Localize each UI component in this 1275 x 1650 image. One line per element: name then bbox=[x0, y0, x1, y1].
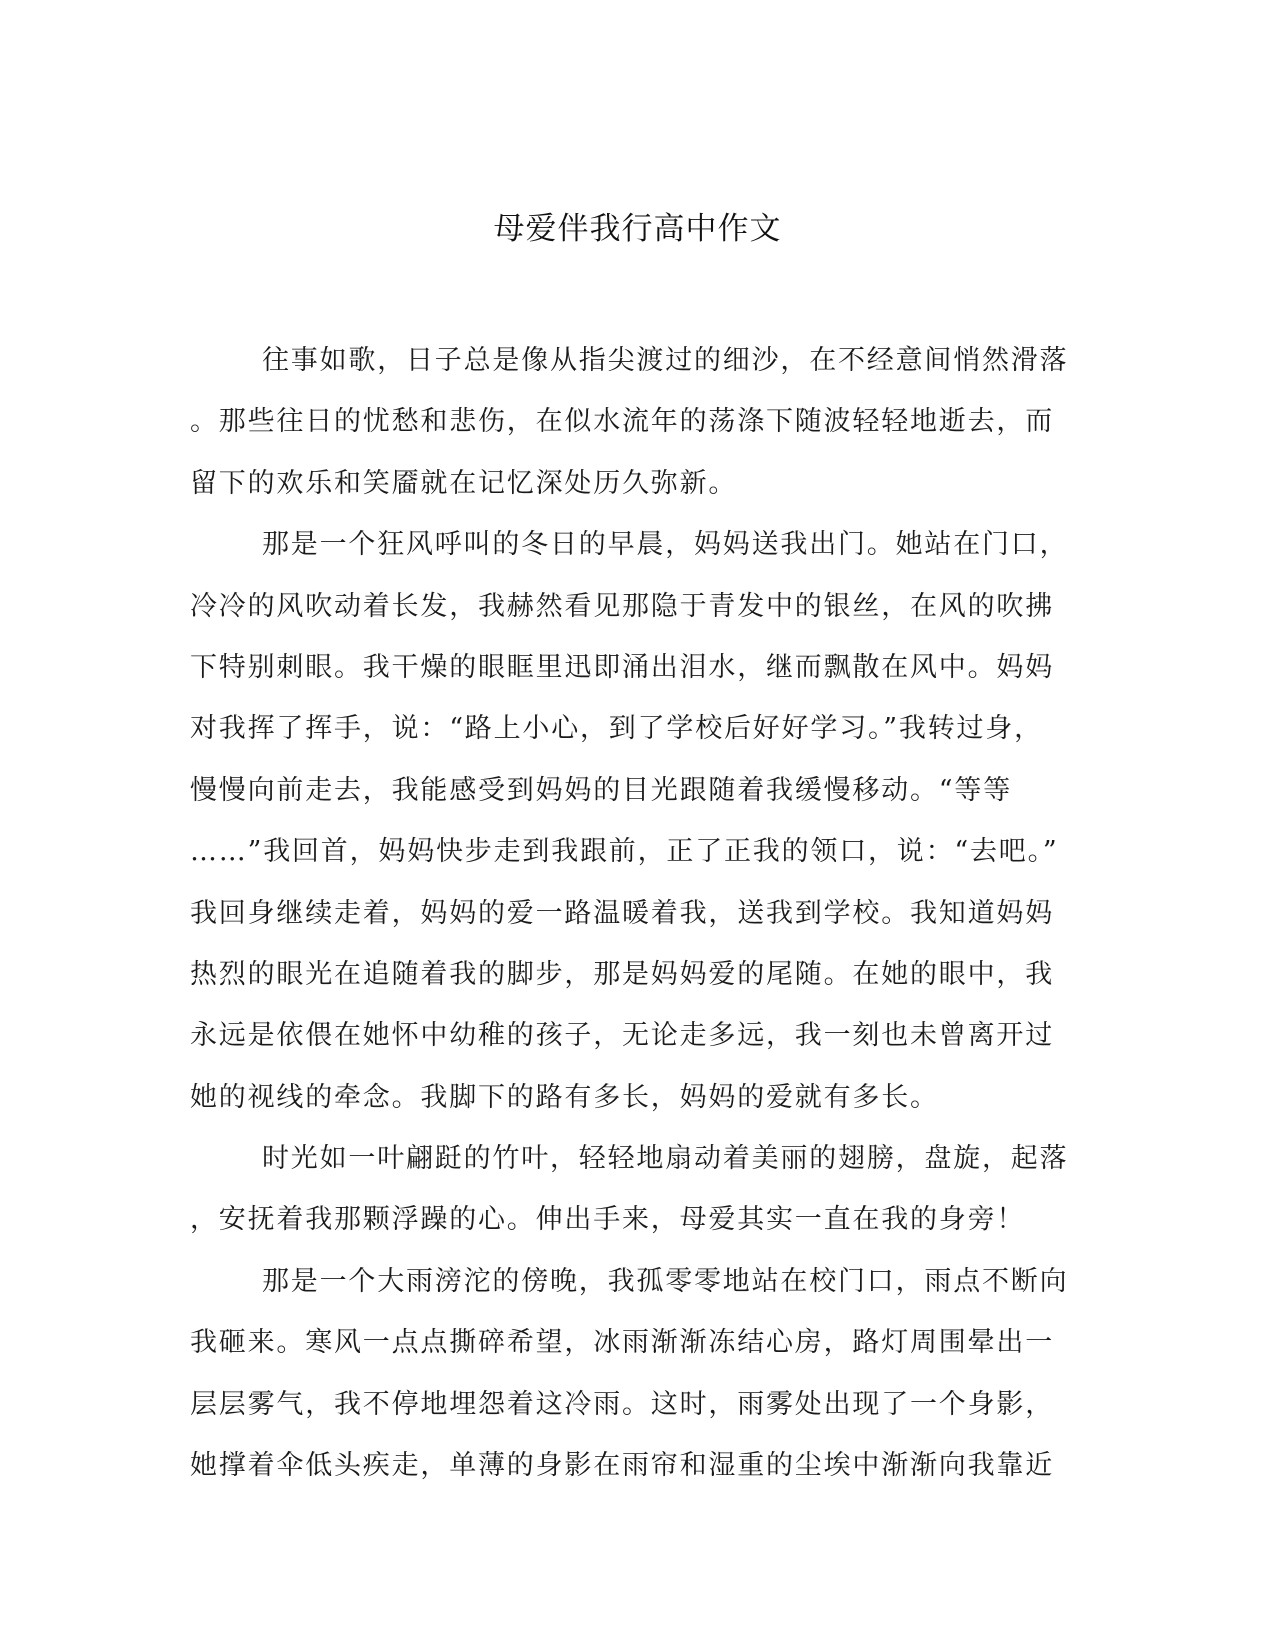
text-line: 时光如一叶翩跹的竹叶，轻轻地扇动着美丽的翅膀，盘旋，起落 bbox=[262, 1143, 1069, 1175]
text-line: ，安抚着我那颗浮躁的心。伸出手来，母爱其实一直在我的身旁！ bbox=[190, 1204, 1026, 1236]
text-line: 。那些往日的忧愁和悲伤，在似水流年的荡涤下随波轻轻地逝去，而 bbox=[190, 406, 1054, 438]
text-line: 往事如歌，日子总是像从指尖渡过的细沙，在不经意间悄然滑落 bbox=[262, 345, 1069, 376]
text-line: 我砸来。寒风一点点撕碎希望，冰雨渐渐冻结心房，路灯周围晕出一 bbox=[190, 1327, 1054, 1359]
text-line: 慢慢向前走去，我能感受到妈妈的目光跟随着我缓慢移动。“等等 bbox=[190, 774, 1013, 806]
text-line: ……”我回首，妈妈快步走到我跟前，正了正我的领口，说：“去吧。” bbox=[190, 836, 1059, 868]
text-line: 她撑着伞低头疾走，单薄的身影在雨帘和湿重的尘埃中渐渐向我靠近 bbox=[190, 1450, 1054, 1482]
text-line: 那是一个大雨滂沱的傍晚，我孤零零地站在校门口，雨点不断向 bbox=[262, 1265, 1069, 1297]
text-line: 热烈的眼光在追随着我的脚步，那是妈妈爱的尾随。在她的眼中，我 bbox=[190, 958, 1054, 990]
page-title: 母爱伴我行高中作文 bbox=[493, 211, 782, 247]
paragraph-3 bbox=[190, 1128, 1080, 1251]
text-line: 层层雾气，我不停地埋怨着这冷雨。这时，雨雾处出现了一个身影， bbox=[190, 1388, 1054, 1420]
text-line: 留下的欢乐和笑靥就在记忆深处历久弥新。 bbox=[190, 467, 738, 499]
paragraph-2 bbox=[190, 514, 1080, 1128]
text-line: 对我挥了挥手，说：“路上小心，到了学校后好好学习。”我转过身， bbox=[190, 713, 1043, 745]
paragraph-4 bbox=[190, 1251, 1080, 1497]
paragraph-1 bbox=[190, 330, 1080, 514]
essay-body bbox=[190, 330, 1080, 1496]
text-line: 我回身继续走着，妈妈的爱一路温暖着我，送我到学校。我知道妈妈 bbox=[190, 897, 1054, 929]
text-line: 永远是依偎在她怀中幼稚的孩子，无论走多远，我一刻也未曾离开过 bbox=[190, 1020, 1054, 1052]
text-line: 冷冷的风吹动着长发，我赫然看见那隐于青发中的银丝，在风的吹拂 bbox=[190, 590, 1054, 622]
text-line: 她的视线的牵念。我脚下的路有多长，妈妈的爱就有多长。 bbox=[190, 1081, 939, 1113]
text-line: 下特别刺眼。我干燥的眼眶里迅即涌出泪水，继而飘散在风中。妈妈 bbox=[190, 651, 1054, 683]
text-line: 那是一个狂风呼叫的冬日的早晨，妈妈送我出门。她站在门口， bbox=[262, 529, 1069, 561]
